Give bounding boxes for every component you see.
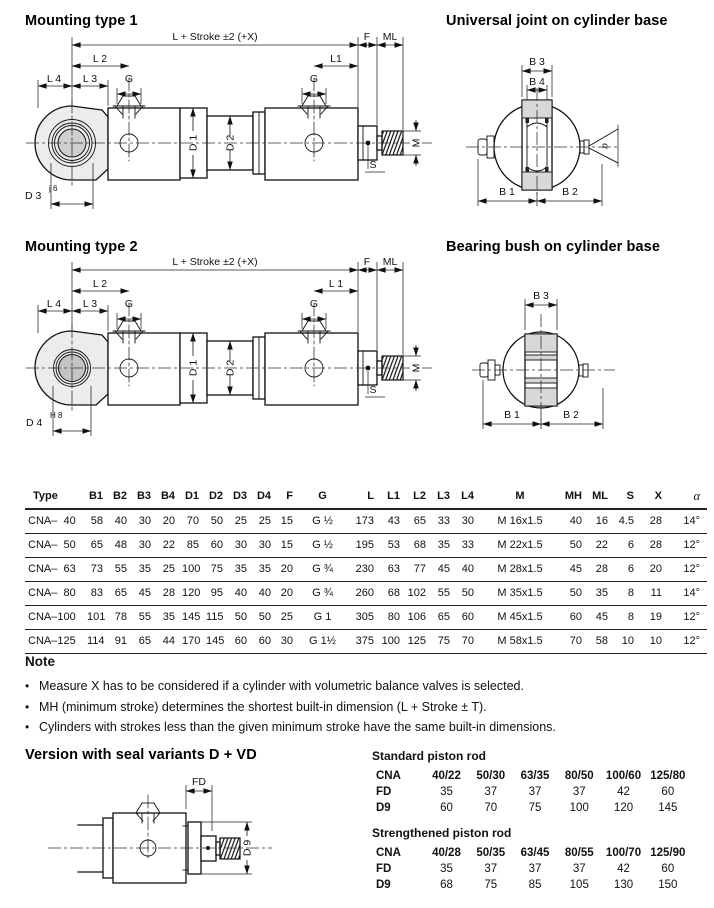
table-cell: 8 [615, 606, 641, 630]
table-cell: 55 [134, 606, 158, 630]
table-cell: 60 [440, 801, 453, 814]
table-cell: 30 [254, 534, 278, 558]
table-row [25, 582, 707, 606]
dim-label-f: F [363, 256, 371, 268]
column-header: G [300, 486, 345, 509]
table-row [25, 630, 707, 654]
dim-label-l3: L 3 [82, 73, 98, 85]
table-cell: FD [376, 785, 392, 798]
table-cell: CNA–125 [25, 630, 87, 654]
table-cell: 60 [457, 606, 481, 630]
table-cell: 10 [641, 630, 669, 654]
table-cell: FD [376, 862, 392, 875]
table-cell: 16 [589, 509, 615, 534]
table-cell: 65 [407, 509, 433, 534]
table-cell: G 1 [300, 606, 345, 630]
table-cell: 12° [669, 534, 707, 558]
table-row [25, 558, 707, 582]
table-cell: 12° [669, 606, 707, 630]
column-header: D3 [230, 486, 254, 509]
table-cell: 70 [457, 630, 481, 654]
table-cell: 45 [134, 582, 158, 606]
column-header: S [615, 486, 641, 509]
table-cell: 30 [457, 509, 481, 534]
table-cell: 40 [110, 509, 134, 534]
table-cell: 145 [206, 630, 230, 654]
dim-label-fd: FD [192, 776, 206, 788]
dim-label-g-left: G [124, 298, 134, 310]
table-cell: 53 [381, 534, 407, 558]
table-cell: 14° [669, 509, 707, 534]
dim-label-b2: B 2 [563, 409, 579, 421]
table-cell: 28 [158, 582, 182, 606]
table-cell: 100 [381, 630, 407, 654]
table-cell: 70 [484, 801, 498, 814]
table-cell: D9 [376, 878, 391, 891]
column-header: B4 [158, 486, 182, 509]
table-cell: 43 [381, 509, 407, 534]
column-header: α [669, 486, 707, 509]
table-cell: 55 [110, 558, 134, 582]
table-row [25, 509, 707, 534]
dim-label-l2: L 2 [92, 53, 108, 65]
table-cell: 37 [484, 785, 498, 798]
dim-label-d2: D 2 [224, 134, 237, 152]
dim-label-b1: B 1 [504, 409, 520, 421]
table-cell: 28 [641, 509, 669, 534]
dim-label-s: S [369, 384, 377, 396]
standard-rod-title: Standard piston rod [372, 749, 486, 763]
table-cell: 42 [617, 785, 630, 798]
section-title-universal-joint: Universal joint on cylinder base [446, 13, 668, 29]
column-header: M [481, 486, 559, 509]
dim-label-l1: L1 [330, 53, 342, 65]
column-header: ML [589, 486, 615, 509]
strengthened-rod-section [372, 826, 690, 893]
table-cell: 45 [559, 558, 589, 582]
table-cell: 70 [182, 509, 206, 534]
table-cell: 75 [433, 630, 457, 654]
technical-drawing-bearing-bush [450, 268, 680, 448]
table-cell: 30 [134, 534, 158, 558]
dimensions-table-wrap [25, 486, 707, 654]
dim-label-alpha: α [599, 143, 612, 149]
table-cell: 80 [381, 606, 407, 630]
table-cell: 58 [589, 630, 615, 654]
table-cell: 33 [457, 534, 481, 558]
table-cell: 63 [381, 558, 407, 582]
table-row [25, 606, 707, 630]
dim-label-g-right: G [309, 298, 319, 310]
table-cell: M 28x1.5 [481, 558, 559, 582]
dim-label-d4-tolerance: H 8 [50, 411, 63, 420]
table-cell: 173 [345, 509, 381, 534]
table-cell: 50 [457, 582, 481, 606]
table-cell: 37 [528, 862, 542, 875]
table-cell: 25 [254, 509, 278, 534]
table-row [372, 877, 690, 893]
dim-label-d3: D 3 [25, 190, 42, 202]
note-bullet: • MH (minimum stroke) determines the shortest built-in dimension (L + Stroke ± T). [25, 697, 689, 718]
table-cell: 50 [559, 582, 589, 606]
column-header: D4 [254, 486, 278, 509]
table-cell: 95 [206, 582, 230, 606]
dim-label-l4: L 4 [46, 73, 62, 85]
table-cell: 50 [559, 534, 589, 558]
table-cell: M 35x1.5 [481, 582, 559, 606]
table-cell: 260 [345, 582, 381, 606]
table-cell: 101 [87, 606, 110, 630]
table-cell: 35 [589, 582, 615, 606]
table-cell: M 22x1.5 [481, 534, 559, 558]
table-cell: 20 [641, 558, 669, 582]
strengthened-rod-table [372, 845, 690, 893]
table-cell: 30 [134, 509, 158, 534]
dim-label-b2: B 2 [562, 186, 578, 198]
technical-drawing-seal-variants [40, 765, 280, 905]
table-cell: 35 [440, 862, 453, 875]
note-bullet: • Measure X has to be considered if a cylinder with volumetric balance valves is selected. [25, 676, 689, 697]
column-header: 125/80 [650, 769, 686, 782]
table-cell: 65 [433, 606, 457, 630]
table-cell: 22 [158, 534, 182, 558]
section-title-mounting-type-2: Mounting type 2 [25, 239, 138, 255]
rod-wrench-point [366, 141, 371, 146]
table-cell: 114 [87, 630, 110, 654]
column-header: B2 [110, 486, 134, 509]
table-cell: 50 [206, 509, 230, 534]
table-cell: 305 [345, 606, 381, 630]
table-cell: 44 [158, 630, 182, 654]
table-cell: 40 [254, 582, 278, 606]
table-cell: 60 [661, 862, 675, 875]
table-cell: 65 [87, 534, 110, 558]
table-cell: 11 [641, 582, 669, 606]
table-cell: G ½ [300, 509, 345, 534]
table-row [372, 861, 690, 877]
table-cell: 15 [278, 534, 300, 558]
table-cell: CNA–100 [25, 606, 87, 630]
dim-label-b3: B 3 [533, 290, 549, 302]
table-cell: G 1½ [300, 630, 345, 654]
column-header: CNA [376, 846, 401, 859]
table-cell: 6 [615, 534, 641, 558]
column-header: 100/70 [605, 846, 642, 859]
column-header: L1 [381, 486, 407, 509]
column-header: L4 [457, 486, 481, 509]
dim-label-g-right: G [309, 73, 319, 85]
table-cell: CNA– 63 [25, 558, 87, 582]
column-header: 125/90 [650, 846, 686, 859]
table-cell: 25 [230, 509, 254, 534]
table-cell: 35 [230, 558, 254, 582]
table-cell: CNA– 80 [25, 582, 87, 606]
column-header: MH [559, 486, 589, 509]
table-cell: 28 [641, 534, 669, 558]
column-header: X [641, 486, 669, 509]
column-header: B3 [134, 486, 158, 509]
table-cell: 106 [407, 606, 433, 630]
table-cell: M 58x1.5 [481, 630, 559, 654]
column-header: D2 [206, 486, 230, 509]
column-header: 63/45 [520, 846, 550, 859]
table-cell: 35 [134, 558, 158, 582]
dim-label-d1: D 1 [187, 134, 200, 152]
dimensions-table [25, 486, 707, 654]
table-cell: 22 [589, 534, 615, 558]
dim-label-ml: ML [382, 31, 398, 43]
table-cell: 12° [669, 558, 707, 582]
table-cell: D9 [376, 801, 391, 814]
table-cell: 35 [254, 558, 278, 582]
table-cell: 15 [278, 509, 300, 534]
table-cell: 105 [569, 878, 589, 891]
table-cell: 125 [407, 630, 433, 654]
table-cell: 100 [182, 558, 206, 582]
table-cell: G ½ [300, 534, 345, 558]
table-cell: 42 [617, 862, 630, 875]
table-cell: 85 [528, 878, 542, 891]
table-cell: 68 [440, 878, 453, 891]
table-cell: 170 [182, 630, 206, 654]
strengthened-rod-title: Strengthened piston rod [372, 826, 512, 840]
table-row [372, 784, 690, 800]
table-cell: 6 [615, 558, 641, 582]
table-cell: 77 [407, 558, 433, 582]
table-cell: 75 [528, 801, 542, 814]
table-cell: 60 [230, 630, 254, 654]
dim-label-s: S [369, 159, 377, 171]
table-cell: 25 [278, 606, 300, 630]
column-header: 100/60 [605, 769, 642, 782]
table-cell: 8 [615, 582, 641, 606]
table-cell: 50 [254, 606, 278, 630]
table-cell: 130 [613, 878, 634, 891]
table-cell: 75 [484, 878, 498, 891]
table-cell: 20 [278, 582, 300, 606]
technical-drawing-mounting-type-2 [22, 253, 442, 458]
standard-rod-section [372, 749, 690, 816]
table-cell: 37 [572, 785, 586, 798]
column-header: B1 [87, 486, 110, 509]
column-header: L3 [433, 486, 457, 509]
table-cell: 19 [641, 606, 669, 630]
dim-label-b1: B 1 [499, 186, 515, 198]
column-header: 63/35 [520, 769, 550, 782]
dim-label-l4: L 4 [46, 298, 62, 310]
table-cell: 83 [87, 582, 110, 606]
column-header: L [345, 486, 381, 509]
table-cell: 85 [182, 534, 206, 558]
dim-label-d2: D 2 [224, 359, 237, 377]
table-cell: 70 [559, 630, 589, 654]
column-header: 80/50 [564, 769, 594, 782]
table-cell: 150 [658, 878, 678, 891]
table-cell: 102 [407, 582, 433, 606]
table-cell: 60 [206, 534, 230, 558]
section-title-mounting-type-1: Mounting type 1 [25, 13, 138, 29]
section-title-seal-variants: Version with seal variants D + VD [25, 747, 257, 763]
table-cell: 40 [230, 582, 254, 606]
table-row [25, 534, 707, 558]
table-cell: 20 [278, 558, 300, 582]
stud [579, 364, 588, 377]
table-cell: 55 [433, 582, 457, 606]
dim-label-ml: ML [382, 256, 398, 268]
table-cell: CNA– 40 [25, 509, 87, 534]
table-cell: CNA– 50 [25, 534, 87, 558]
table-cell: 91 [110, 630, 134, 654]
column-header: 50/35 [476, 846, 506, 859]
dim-label-l-stroke: L + Stroke ±2 (+X) [172, 31, 258, 43]
table-cell: 10 [615, 630, 641, 654]
table-cell: 37 [528, 785, 542, 798]
note-title: Note [25, 654, 55, 669]
dim-label-m: M [410, 363, 423, 373]
table-cell: 78 [110, 606, 134, 630]
table-cell: 68 [407, 534, 433, 558]
note-section [25, 654, 689, 738]
note-bullet: • Cylinders with strokes less than the given minimum stroke have the same built-in dimensions. [25, 717, 689, 738]
table-cell: 35 [433, 534, 457, 558]
table-cell: 115 [206, 606, 230, 630]
table-cell: 35 [440, 785, 453, 798]
table-cell: 4.5 [615, 509, 641, 534]
table-cell: 65 [110, 582, 134, 606]
rod-wrench-point [206, 846, 210, 850]
table-cell: 100 [569, 801, 589, 814]
table-cell: 375 [345, 630, 381, 654]
dim-label-f: F [363, 31, 371, 43]
table-cell: 120 [182, 582, 206, 606]
table-cell: 14° [669, 582, 707, 606]
table-cell: 48 [110, 534, 134, 558]
table-cell: 60 [661, 785, 675, 798]
dim-label-m: M [410, 138, 423, 148]
dim-label-b4: B 4 [529, 76, 545, 88]
dim-label-l1: L 1 [328, 278, 344, 290]
table-cell: 20 [158, 509, 182, 534]
table-cell: 12° [669, 630, 707, 654]
column-header: L2 [407, 486, 433, 509]
column-header: D1 [182, 486, 206, 509]
table-cell: 73 [87, 558, 110, 582]
column-header: 40/28 [432, 846, 461, 859]
table-cell: 60 [254, 630, 278, 654]
table-cell: 145 [658, 801, 678, 814]
joint-body [478, 100, 589, 190]
dim-label-l-stroke: L + Stroke ±2 (+X) [172, 256, 258, 268]
table-cell: 65 [134, 630, 158, 654]
table-cell: 50 [230, 606, 254, 630]
table-cell: 195 [345, 534, 381, 558]
column-header: 40/22 [432, 769, 461, 782]
column-header: Type [25, 486, 87, 509]
table-cell: G ¾ [300, 558, 345, 582]
table-cell: 33 [433, 509, 457, 534]
rod-wrench-point [366, 366, 371, 371]
table-cell: 45 [589, 606, 615, 630]
dim-label-d9: D 9 [241, 839, 254, 857]
table-cell: 25 [158, 558, 182, 582]
section-title-bearing-bush: Bearing bush on cylinder base [446, 239, 661, 255]
dim-label-l2: L 2 [92, 278, 108, 290]
table-cell: 30 [230, 534, 254, 558]
table-cell: G ¾ [300, 582, 345, 606]
column-header: 80/55 [564, 846, 594, 859]
table-cell: 40 [457, 558, 481, 582]
technical-drawing-universal-joint [450, 40, 680, 220]
dim-label-b3: B 3 [529, 56, 545, 68]
table-row [372, 800, 690, 816]
table-cell: M 45x1.5 [481, 606, 559, 630]
table-cell: 37 [572, 862, 586, 875]
table-cell: 230 [345, 558, 381, 582]
standard-rod-table [372, 768, 690, 816]
table-cell: 35 [158, 606, 182, 630]
dim-label-d3-tolerance: j 6 [49, 184, 58, 193]
table-cell: 58 [87, 509, 110, 534]
table-cell: 75 [206, 558, 230, 582]
dim-label-l3: L 3 [82, 298, 98, 310]
dim-label-g-left: G [124, 73, 134, 85]
table-cell: 37 [484, 862, 498, 875]
table-cell: 30 [278, 630, 300, 654]
dim-label-d1: D 1 [187, 359, 200, 377]
table-cell: 28 [589, 558, 615, 582]
table-cell: 60 [559, 606, 589, 630]
dim-label-d4: D 4 [26, 417, 43, 429]
table-cell: 145 [182, 606, 206, 630]
table-cell: M 16x1.5 [481, 509, 559, 534]
table-cell: 45 [433, 558, 457, 582]
column-header: 50/30 [476, 769, 506, 782]
table-cell: 120 [613, 801, 634, 814]
column-header: F [278, 486, 300, 509]
table-cell: 68 [381, 582, 407, 606]
table-cell: 40 [559, 509, 589, 534]
technical-drawing-mounting-type-1 [22, 28, 442, 233]
column-header: CNA [376, 769, 401, 782]
